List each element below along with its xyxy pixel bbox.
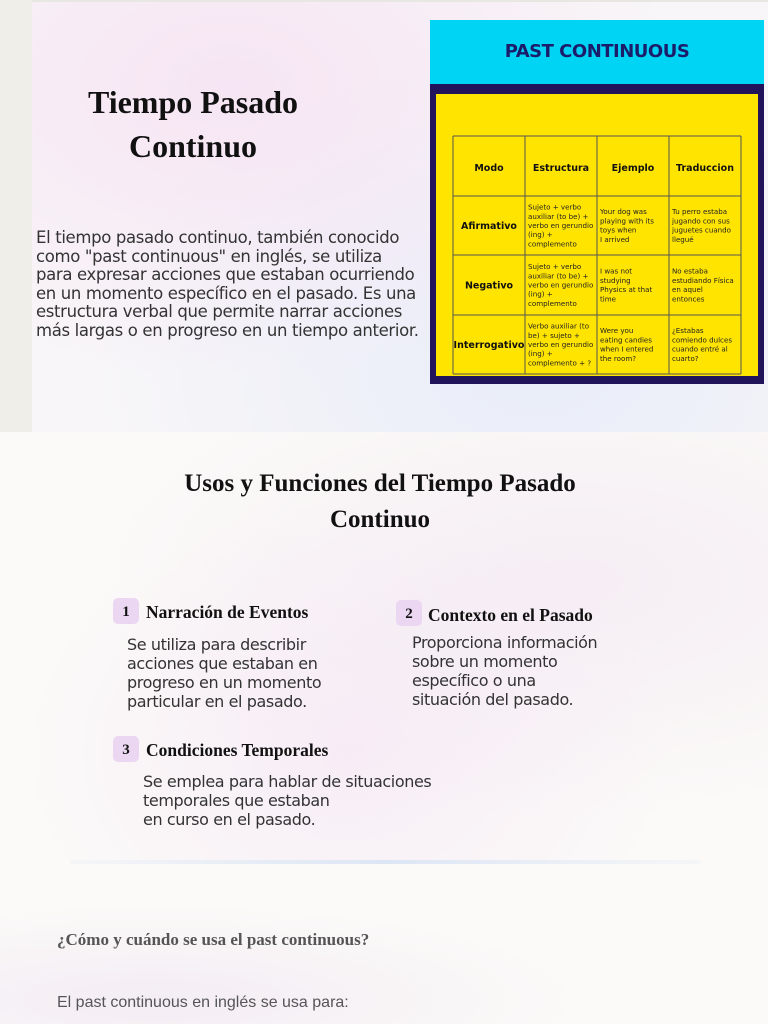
table-cell-line: Sujeto + verbo — [528, 262, 582, 272]
item-title-2: Contexto en el Pasado — [428, 605, 593, 625]
item-body-1-line: particular en el pasado. — [127, 692, 307, 711]
table-cell-line: (ing) + — [528, 349, 553, 359]
table-cell-line: be) + sujeto + — [528, 330, 580, 340]
table-cell-line: No estaba — [672, 266, 708, 276]
item-body-3-line: temporales que estaban — [143, 791, 330, 810]
table-cell-line: time — [600, 294, 617, 304]
page-title-line-1: Tiempo Pasado — [87, 84, 299, 120]
table-cell-line: cuarto? — [672, 353, 699, 363]
slide-intro — [0, 0, 768, 432]
table-cell-line: auxiliar (to be) + — [528, 211, 589, 221]
slide-left-strip — [0, 0, 32, 432]
table-cell-line: toys when — [600, 225, 637, 235]
table-cell-line: auxiliar (to be) + — [528, 271, 589, 281]
intro-paragraph: El tiempo pasado continuo, también conocido como "past continuous" en inglés, se utiliza para expresar acciones que estaban ocurriendo en un momento específico en el pasado. Es una estructura verbal que permite narrar acciones más largas o en progreso en un tiempo anterior. — [36, 228, 419, 340]
item-title-3: Condiciones Temporales — [146, 740, 329, 760]
past-continuous-table-image — [430, 20, 764, 384]
item-body-2 — [412, 633, 597, 709]
item-body-3-line: Se emplea para hablar de situaciones — [143, 772, 432, 791]
item-number-badge-1: 1 — [113, 598, 139, 624]
table-header-cell: Modo — [474, 163, 504, 174]
table-cell-line: studying — [600, 275, 631, 285]
item-body-2-line: sobre un momento — [412, 652, 558, 671]
section-title-line-1: Usos y Funciones del Tiempo Pasado — [184, 470, 576, 497]
table-header-cell: Traduccion — [676, 163, 734, 174]
table-cell-line: entonces — [672, 294, 705, 304]
item-body-3 — [143, 772, 431, 829]
table-cell-line: complemento — [528, 239, 577, 249]
subsection-body: El past continuous en inglés se usa para: — [57, 994, 349, 1011]
table-cell-line: Tu perro estaba — [672, 207, 728, 217]
table-cell-line: cuando entré al — [672, 344, 728, 354]
item-number-badge-2: 2 — [396, 600, 422, 626]
table-cell-line: verbo en gerundio — [528, 340, 594, 349]
item-title-1: Narración de Eventos — [146, 602, 309, 622]
table-cell-line: when I entered — [600, 344, 654, 354]
table-cell-line: llegué — [672, 234, 694, 244]
section-title-line-2: Continuo — [329, 506, 431, 533]
table-mode-cell: Negativo — [464, 280, 514, 292]
section-title — [140, 466, 620, 538]
slide-usos-funciones — [0, 432, 768, 860]
table-cell-line: the room? — [600, 353, 637, 363]
table-cell-line: I arrived — [600, 234, 630, 244]
table-cell-line: ¿Estabas — [672, 326, 704, 336]
page-title-line-2: Continuo — [128, 128, 258, 164]
slide-como-cuando — [0, 864, 768, 1024]
table-cell-line: verbo en gerundio — [528, 280, 594, 290]
page-title — [40, 80, 346, 168]
table-header-cell: Estructura — [532, 163, 590, 174]
item-body-1-line: Se utiliza para describir — [127, 635, 306, 654]
table-cell-line: (ing) + — [528, 230, 553, 240]
item-body-1-line: progreso en un momento — [127, 673, 322, 692]
table-cell-line: complemento + ? — [528, 358, 592, 368]
table-mode-cell: Interrogativo — [453, 340, 525, 351]
table-cell-line: estudiando Física — [672, 275, 734, 285]
table-cell-line: (ing) + — [528, 289, 553, 299]
table-image-heading: PAST CONTINUOUS — [430, 20, 764, 84]
item-body-1-line: acciones que estaban en — [127, 654, 318, 673]
table-cell-line: en aquel — [672, 285, 703, 295]
subsection-heading: ¿Cómo y cuándo se usa el past continuous? — [57, 930, 370, 949]
table-cell-line: playing with its — [600, 216, 654, 226]
table-cell-line: I was not — [600, 266, 633, 276]
slide-top-line — [32, 0, 768, 2]
item-body-3-line: en curso en el pasado. — [143, 810, 316, 829]
table-cell-line: Sujeto + verbo — [528, 202, 582, 212]
item-body-2-line: específico o una — [412, 671, 536, 690]
item-body-2-line: Proporciona información — [412, 633, 598, 652]
table-cell-line: Verbo auxiliar (to — [528, 321, 590, 331]
table-cell-line: verbo en gerundio — [528, 221, 594, 230]
table-cell-line: complemento — [528, 298, 577, 308]
table-cell-line: comiendo dulces — [672, 335, 733, 345]
table-mode-cell: Afirmativo — [461, 221, 517, 232]
table-cell-line: eating candies — [600, 335, 652, 345]
table-cell-line: jugando con sus — [672, 216, 730, 226]
item-number-badge-3: 3 — [113, 736, 139, 762]
table-cell-line: Your dog was — [600, 207, 647, 217]
table-cell-line: Were you — [600, 326, 634, 336]
item-body-2-line: situación del pasado. — [412, 690, 574, 709]
item-body-1 — [127, 635, 321, 711]
table-cell-line: Physics at that — [600, 285, 653, 295]
table-cell-line: juguetes cuando — [672, 225, 732, 235]
conjugation-table — [436, 94, 758, 376]
table-header-cell: Ejemplo — [611, 163, 655, 174]
